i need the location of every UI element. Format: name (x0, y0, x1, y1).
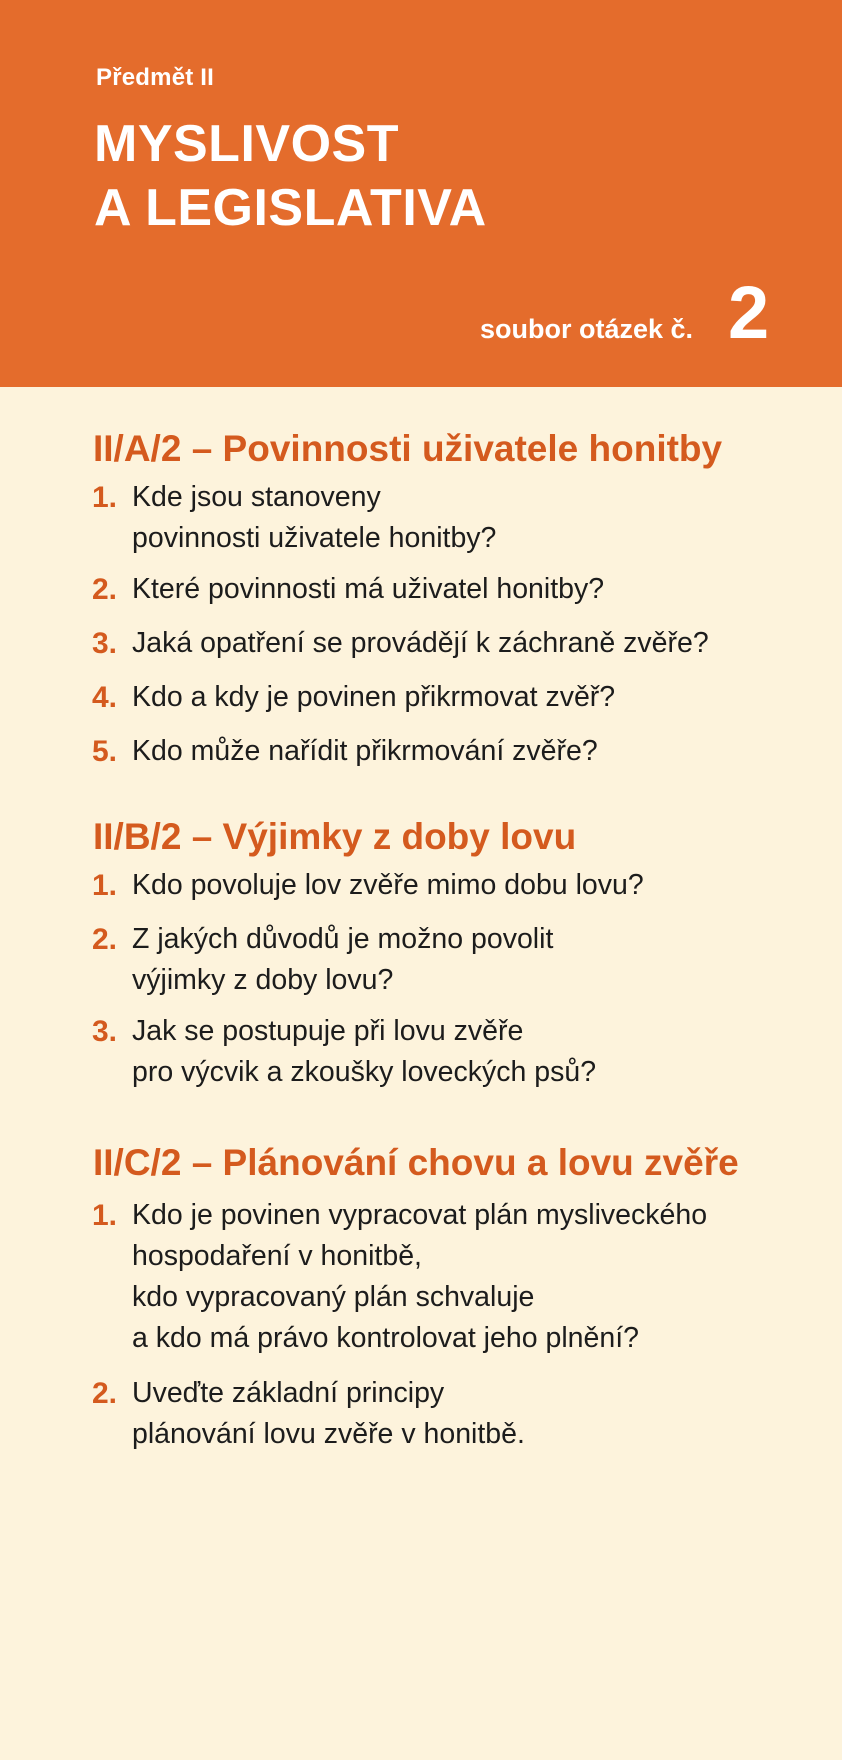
question-number: 3. (92, 1015, 118, 1048)
question-text: Uveďte základní principy plánování lovu zvěře v honitbě. (132, 1377, 525, 1450)
subject-label: Předmět II (96, 64, 215, 91)
section-heading: II/C/2 – Plánování chovu a lovu zvěře (93, 1142, 739, 1183)
question-number: 5. (92, 735, 118, 768)
question-number: 1. (92, 481, 118, 514)
question-number: 4. (92, 681, 118, 714)
question-text: Kdo je povinen vypracovat plán mysliveckého hospodaření v honitbě, kdo vypracovaný plán schvaluje a kdo má právo kontrolovat jeho plnění? (132, 1199, 708, 1354)
question-text: Jaká opatření se provádějí k záchraně zvěře? (132, 627, 709, 659)
question-number: 2. (92, 1377, 118, 1410)
question-set-label: soubor otázek č. (480, 314, 694, 344)
question-text: Které povinnosti má uživatel honitby? (132, 573, 605, 605)
title-line-1: MYSLIVOST (94, 115, 399, 173)
question-number: 1. (92, 869, 118, 902)
question-number: 2. (92, 923, 118, 956)
question-number: 2. (92, 573, 118, 606)
question-text: Kde jsou stanoveny povinnosti uživatele honitby? (132, 481, 497, 554)
question-number: 1. (92, 1199, 118, 1232)
section-heading: II/A/2 – Povinnosti uživatele honitby (93, 428, 723, 469)
header-banner (0, 0, 842, 387)
question-text: Z jakých důvodů je možno povolit výjimky z doby lovu? (132, 923, 554, 996)
title-line-2: A LEGISLATIVA (94, 179, 487, 237)
question-text: Jak se postupuje při lovu zvěře pro výcvik a zkoušky loveckých psů? (132, 1015, 597, 1088)
question-number: 3. (92, 627, 118, 660)
section-heading: II/B/2 – Výjimky z doby lovu (93, 816, 577, 857)
question-set-number: 2 (728, 271, 770, 354)
page-title (94, 112, 487, 240)
question-text: Kdo povoluje lov zvěře mimo dobu lovu? (132, 869, 644, 901)
question-text: Kdo může nařídit přikrmování zvěře? (132, 735, 598, 767)
question-text: Kdo a kdy je povinen přikrmovat zvěř? (132, 681, 616, 713)
